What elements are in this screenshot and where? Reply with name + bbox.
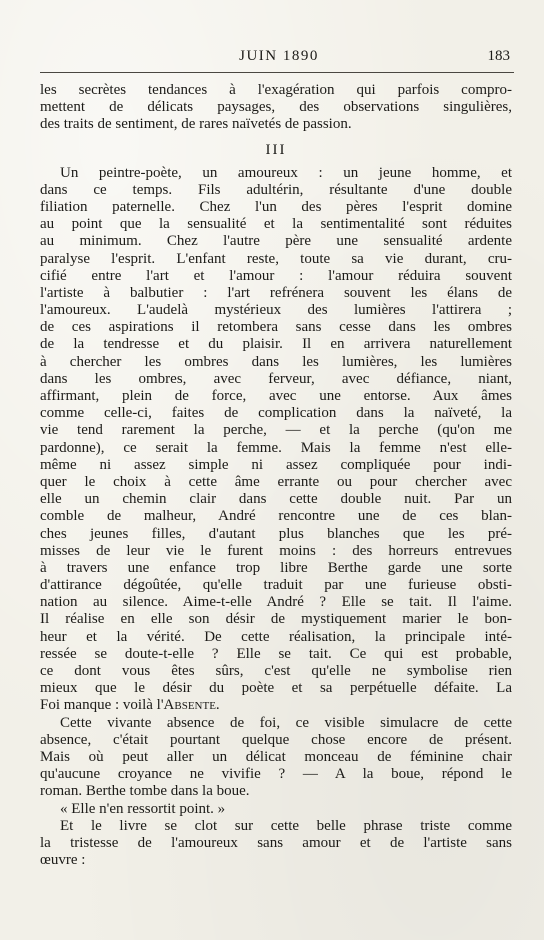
text-line: affirmant, plein de force, avec une entorse. Aux âmes	[40, 388, 512, 404]
page-number: 183	[487, 48, 510, 64]
text-line: absence, c'était pourtant quelque chose encore de présent.	[40, 731, 512, 748]
section-body	[40, 165, 512, 870]
running-title: JUIN 1890	[239, 48, 319, 64]
text-line: paralyse l'esprit. L'enfant reste, toute sa vie durant, cru-	[40, 250, 512, 267]
text-line: ce dont vous êtes sûrs, c'est qu'elle ne symbolise rien	[40, 663, 512, 679]
text-line: qu'aucune croyance ne vivifie ? — A la boue, répond le	[40, 766, 512, 783]
text-line: à travers une enfance trop libre Berthe garde une sorte	[40, 559, 512, 576]
header-rule	[40, 72, 514, 73]
text-line: heur et la vérité. De cette réalisation, la principale inté-	[40, 628, 512, 645]
text-line: quer le choix à cette âme errante ou pour chercher avec	[40, 473, 512, 490]
text-line: comble de malheur, André rencontre une de ces blan-	[40, 508, 512, 525]
small-caps-word: Absente	[163, 697, 216, 714]
text-line: filiation paternelle. Chez l'un des pères l'esprit domine	[40, 198, 512, 215]
text-line: ches jeunes filles, d'autant plus blanches que les pré-	[40, 525, 512, 542]
text-line: « Elle n'en ressortit point. »	[60, 800, 226, 817]
text-line: de la tendresse et du plaisir. Il en arrivera naturellement	[40, 336, 512, 353]
running-head	[44, 48, 514, 70]
text-line: l'amoureux. L'audelà mystérieux des lumières l'attirera ;	[40, 302, 512, 319]
text-line: nation au silence. Aime-t-elle André ? Elle se tait. Il l'aime.	[40, 594, 512, 611]
text-line: à chercher les ombres dans les lumières, les lumières	[40, 353, 512, 370]
text-line: misses de leur vie le furent moins : des horreurs entrevues	[40, 542, 512, 559]
text-line: d'attirance dégoûtée, qu'elle traduit par une furieuse obsti-	[40, 577, 512, 594]
text-line: au point que la sensualité et la sentimentalité sont réduites	[40, 216, 512, 233]
text-line: au minimum. Chez l'autre père une sensualité ardente	[40, 233, 512, 250]
body-text	[40, 82, 512, 869]
text-line: Un peintre-poète, un amoureux : un jeune homme, et	[60, 164, 512, 181]
text-line: les secrètes tendances à l'exagération qui parfois compro-	[40, 82, 512, 98]
text-line: comme celle-ci, faites de complication dans la naïveté, la	[40, 405, 512, 422]
text-line: cifié entre l'art et l'amour : l'amour réduira souvent	[40, 267, 512, 284]
text-line: vie tend rarement la perche, — et la perche (qu'on me	[40, 422, 512, 439]
text-line: œuvre :	[40, 852, 86, 869]
text-line: des traits de sentiment, de rares naïvetés de passion.	[40, 116, 352, 133]
paragraph-continuation	[40, 82, 512, 134]
text-line: dans les ombres, avec ferveur, avec défiance, niant,	[40, 370, 512, 387]
text-line: pardonne), ce serait la femme. Mais la femme n'est elle-	[40, 439, 512, 456]
text-line: même ni assez simple ni assez compliquée pour indi-	[40, 456, 512, 473]
text-line: dans ce temps. Fils adultérin, résultante d'une double	[40, 181, 512, 198]
text-line: mieux que le désir du poète et sa perpétuelle défaite. La	[40, 680, 512, 697]
text-line: ressée se doute-t-elle ? Elle se tait. Ce qui est probable,	[40, 645, 512, 662]
text-line: elle un chemin clair dans cette double nuit. Par un	[40, 491, 512, 508]
text-line: Et le livre se clot sur cette belle phrase triste comme	[60, 817, 512, 834]
text-line: roman. Berthe tombe dans la boue.	[40, 783, 250, 800]
text-line: de ces aspirations il retombera sans cesse dans les ombres	[40, 319, 512, 336]
text-line: Foi manque : voilà l'Absente.	[40, 697, 220, 714]
text-line: Il réalise en elle son désir de mystiquement marier le bon-	[40, 611, 512, 628]
text-line: Cette vivante absence de foi, ce visible simulacre de cette	[60, 714, 512, 731]
text-line: mettent de délicats paysages, des observations singulières,	[40, 99, 512, 116]
text-line: Mais où peut aller un délicat monceau de féminine chair	[40, 748, 512, 765]
section-number: III	[265, 141, 287, 158]
text-line: la tristesse de l'amoureux sans amour et de l'artiste sans	[40, 834, 512, 851]
text-line: l'artiste à balbutier : l'art refrénera souvent les élans de	[40, 284, 512, 301]
